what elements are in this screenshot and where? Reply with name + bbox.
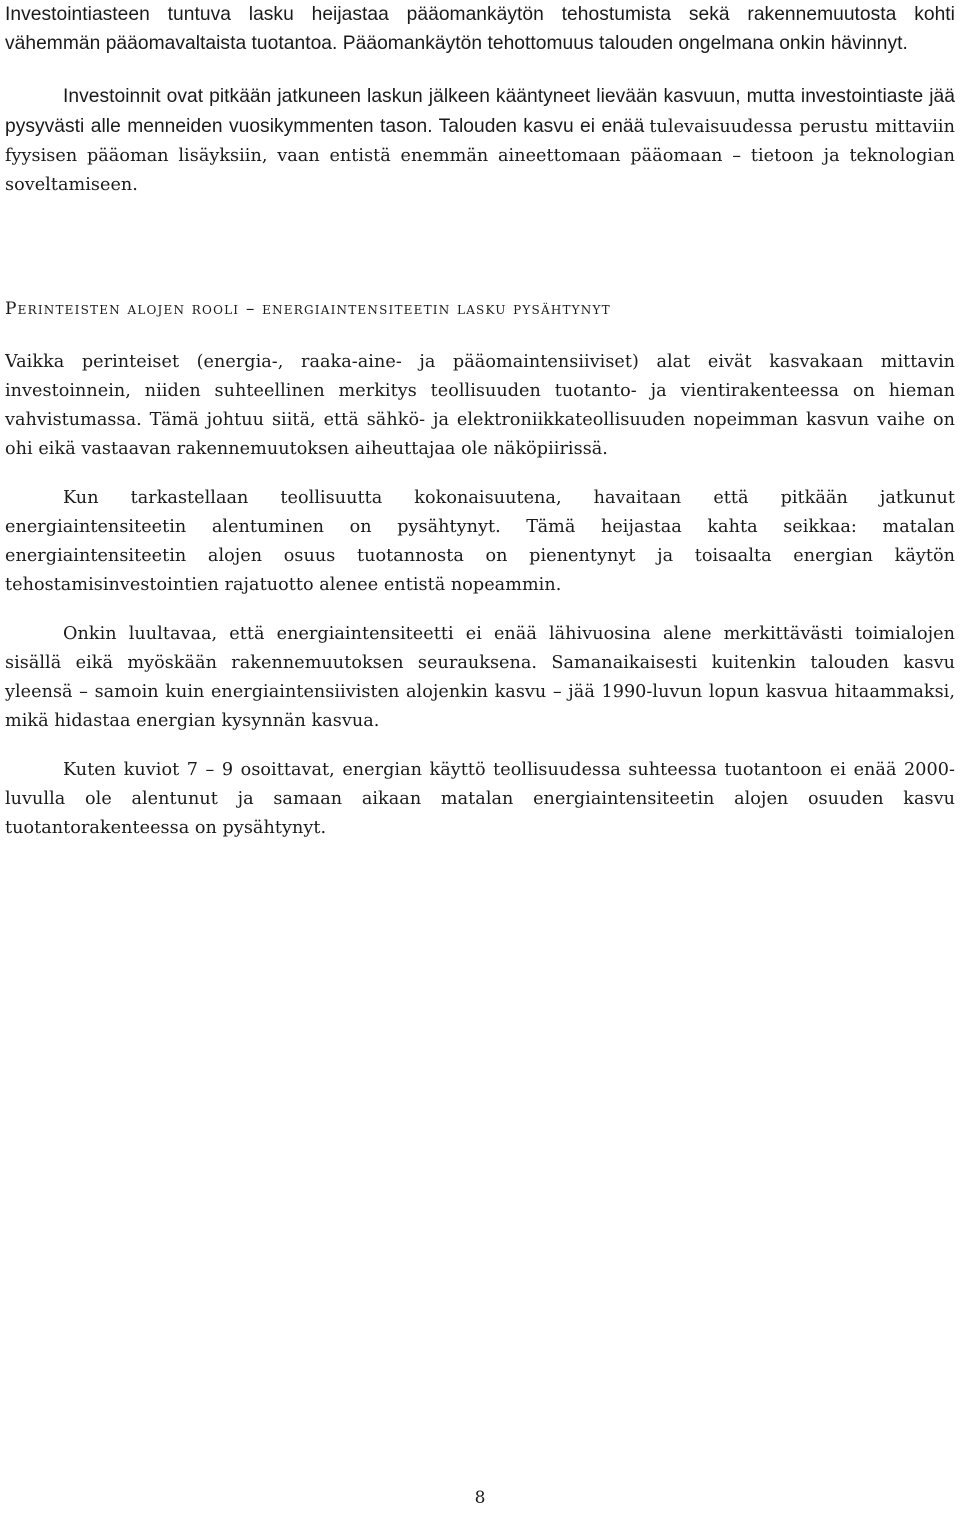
section-heading: Perinteisten alojen rooli – energiaintensiteetin lasku pysähtynyt [5, 299, 611, 319]
page-body [5, 0, 955, 200]
intro-paragraph-2-serif: tulevaisuudessa perustu mittaviin fyysisen pääoman lisäyksiin, vaan entistä enemmän aineettomaan pääomaan – tietoon ja teknologian soveltamiseen. [5, 117, 955, 195]
intro-paragraph-1: Investointiasteen tuntuva lasku heijastaa pääomankäytön tehostumista sekä rakennemuutosta kohti vähemmän pääomavaltaista tuotantoa. Pääomankäytön tehottomuus talouden ongelmana onkin hävinnyt. [5, 4, 955, 54]
intro-paragraph-2 [5, 82, 955, 200]
section-paragraph-2: Kun tarkastellaan teollisuutta kokonaisuutena, havaitaan että pitkään jatkunut energiaintensiteetin alentuminen on pysähtynyt. Tämä heijastaa kahta seikkaa: matalan energiaintensiteetin alojen osuus tuotannosta on pienentynyt ja toisaalta energian käytön tehostamisinvestointien rajatuotto alenee entistä nopeammin. [5, 488, 955, 595]
section-paragraph-3: Onkin luultavaa, että energiaintensiteetti ei enää lähivuosina alene merkittävästi toimialojen sisällä eikä myöskään rakennemuutoksen seurauksena. Samanaikaisesti kuitenkin talouden kasvu yleensä – samoin kuin energiaintensiivisten alojenkin kasvu – jää 1990-luvun lopun kasvua hitaammaksi, mikä hidastaa energian kysynnän kasvua. [5, 624, 955, 731]
page-number: 8 [474, 1488, 486, 1508]
section-body [5, 348, 955, 843]
section-paragraph-4: Kuten kuviot 7 – 9 osoittavat, energian käyttö teollisuudessa suhteessa tuotantoon ei enää 2000-luvulla ole alentunut ja samaan aikaan matalan energiaintensiteetin alojen osuuden kasvu tuotantorakenteessa on pysähtynyt. [5, 760, 955, 838]
section-paragraph-1: Vaikka perinteiset (energia-, raaka-aine- ja pääomaintensiiviset) alat eivät kasvakaan mittavin investoinnein, niiden suhteellinen merkitys teollisuuden tuotanto- ja vientirakenteessa on hieman vahvistumassa. Tämä johtuu siitä, että sähkö- ja elektroniikkateollisuuden nopeimman kasvun vaihe on ohi eikä vastaavan rakennemuutoksen aiheuttajaa ole näköpiirissä. [5, 352, 955, 459]
intro-paragraph-2-sans: Investoinnit ovat pitkään jatkuneen laskun jälkeen kääntyneet lievään kasvuun, mutta investointiaste jää pysyvästi alle menneiden vuosikymmenten tason. Talouden kasvu ei enää [5, 86, 955, 137]
